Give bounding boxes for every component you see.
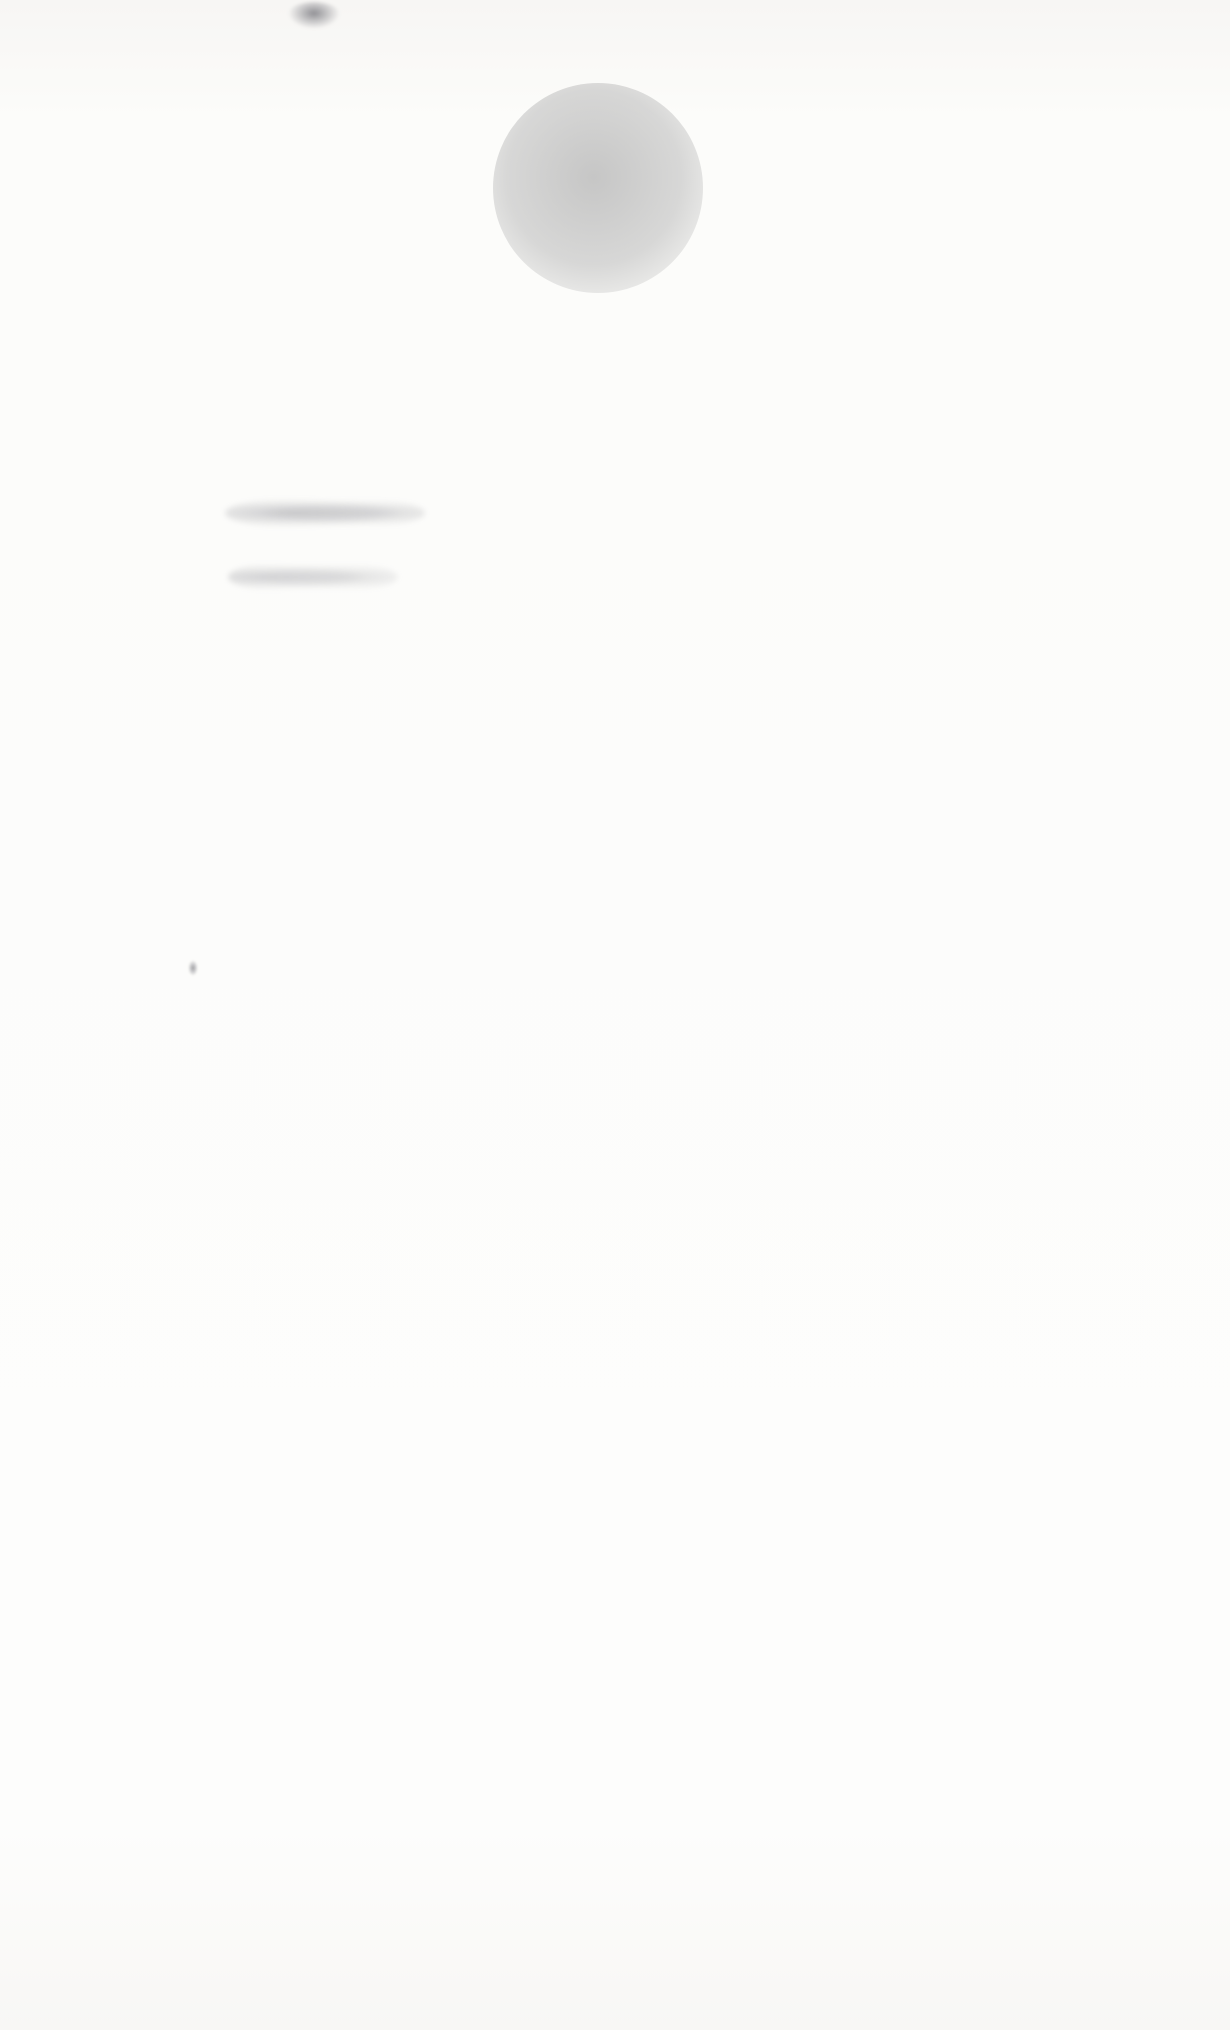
national-emblem-watermark bbox=[493, 83, 703, 293]
scan-smudge bbox=[228, 560, 398, 594]
scan-smudge bbox=[188, 960, 198, 976]
scan-smudge bbox=[286, 2, 342, 30]
scan-smudge bbox=[225, 496, 425, 530]
